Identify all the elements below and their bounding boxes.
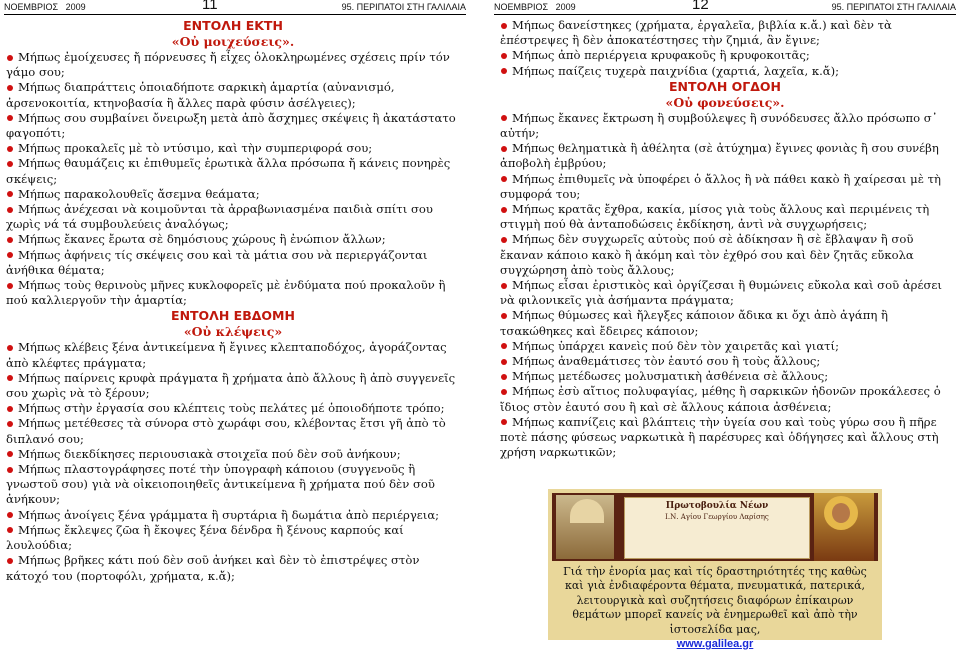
item-text: Μήπως ἀνέχεσαι νὰ κοιμοῦνται τὰ ἀρραβωνιασμένα παιδιὰ σπίτι σου χωρὶς νά τά συμβουλεύεις ἀναλόγως; bbox=[6, 202, 433, 232]
header-issue: 95. ΠΕΡΙΠΑΤΟΙ ΣΤΗ ΓΑΛΙΛΑΙΑ bbox=[831, 2, 956, 12]
right-page bbox=[490, 0, 960, 650]
item-text: Μήπως εἶσαι ἐριστικὸς καὶ ὀργίζεσαι ἢ θυμώνεις εὔκολα καὶ σοῦ ἀρέσει νὰ φιλονικεῖς γιὰ ἀσήμαντα πράγματα; bbox=[500, 278, 942, 308]
church-image bbox=[556, 495, 614, 559]
list-item bbox=[6, 50, 460, 80]
section-subtitle: «Οὐ κλέψεις» bbox=[183, 324, 283, 340]
bullet-icon bbox=[7, 345, 13, 351]
header-issue: 95. ΠΕΡΙΠΑΤΟΙ ΣΤΗ ΓΑΛΙΛΑΙΑ bbox=[341, 2, 466, 12]
list-item bbox=[6, 141, 460, 156]
item-text: Μήπως ἐπιθυμεῖς νὰ ὑποφέρει ὁ ἄλλος ἢ νὰ πάθει κακὸ ἢ χαίρεσαι μὲ τὴ συμφορά του; bbox=[500, 171, 941, 201]
item-text: Μήπως ἔκλεψες ζῶα ἢ ἔκοψες ξένα δένδρα ἢ ξένους καρπούς καί λουλούδια; bbox=[6, 522, 404, 553]
item-text: Μήπως ἔκανες ἔκτρωση ἢ συμβούλεψες ἢ συνόδευσες ἄλλο πρόσωπο σ᾽ αὐτήν; bbox=[500, 110, 938, 141]
item-text: Μήπως θεληματικὰ ἢ ἀθέλητα (σὲ ἀτύχημα) ἔγινες φονιὰς ἢ σου συνέβη ἀποβολὴ ἐμβρύου; bbox=[500, 141, 939, 171]
item-text: Μήπως ἀνοίγεις ξένα γράμματα ἢ συρτάρια ἢ δωμάτια ἀπὸ περιέργεια; bbox=[18, 507, 440, 522]
list-item bbox=[6, 462, 460, 508]
website-header bbox=[624, 497, 810, 559]
bullet-icon bbox=[7, 115, 13, 121]
item-text: Μήπως δὲν συγχωρεῖς αὐτοὺς πού σὲ ἀδίκησαν ἢ σὲ ἔβλαψαν ἢ σοῦ ἔκαναν κάποιο κακὸ ἢ ἀκόμη καὶ τὸν ἐχθρό σου καὶ δὲν ζητᾶς εὔκολα συγχώρηση ἀπὸ τοὺς ἄλλους; bbox=[500, 232, 914, 277]
bullet-icon bbox=[7, 283, 13, 289]
bullet-icon bbox=[7, 375, 13, 381]
list-item bbox=[500, 111, 950, 141]
bullet-icon bbox=[7, 85, 13, 91]
banner-caption bbox=[554, 565, 876, 650]
item-text: Μήπως θαυμάζεις κι ἐπιθυμεῖς ἐρωτικὰ ἄλλα πρόσωπα ἤ κάνεις πονηρὲς σκέψεις; bbox=[6, 156, 451, 186]
section-title: ΕΝΤΟΛΗ ΟΓΔΟΗ bbox=[669, 78, 781, 94]
list-item bbox=[6, 401, 460, 416]
item-text: Μήπως κρατᾶς ἔχθρα, κακία, μίσος γιὰ τοὺς ἄλλους καὶ περιμένεις τὴ στιγμὴ πού θὰ ἀνταποδώσεις ἐκδίκηση, ἀντὶ νὰ συγχωρήσεις; bbox=[500, 202, 930, 232]
section-subtitle: «Οὐ μοιχεύσεις». bbox=[171, 34, 295, 49]
list-item bbox=[500, 18, 950, 48]
bullet-icon bbox=[7, 237, 13, 243]
bullet-icon bbox=[501, 359, 507, 365]
list-item bbox=[6, 111, 460, 141]
item-text: Μήπως ἀφήνεις τίς σκέψεις σου καὶ τὰ μάτια σου νὰ περιεργάζονται ἀνήθικα θέματα; bbox=[6, 247, 428, 277]
page-number: 12 bbox=[692, 0, 709, 13]
bullet-icon bbox=[501, 237, 507, 243]
list-item bbox=[6, 278, 460, 308]
item-text: Μήπως ἔκανες ἔρωτα σὲ δημόσιους χώρους ἢ ἐνώπιον ἄλλων; bbox=[18, 232, 386, 247]
page-number: 11 bbox=[202, 0, 218, 13]
list-item bbox=[6, 523, 460, 553]
bullet-icon bbox=[501, 115, 507, 121]
bullet-icon bbox=[501, 374, 507, 380]
list-item bbox=[6, 187, 460, 202]
item-text: Μήπως παίρνεις κρυφὰ πράγματα ἢ χρήματα ἀπὸ ἄλλους ἢ ἀπὸ συγγενεῖς σου χωρὶς νὰ τὸ ξέρουν; bbox=[6, 370, 456, 401]
page-header bbox=[4, 0, 466, 15]
bullet-icon bbox=[7, 161, 13, 167]
left-content bbox=[0, 15, 470, 584]
list-item bbox=[500, 384, 950, 414]
section-subtitle: «Οὐ φονεύσεις». bbox=[665, 94, 785, 110]
list-item bbox=[500, 308, 950, 338]
item-text: Μήπως ἀπὸ περιέργεια κρυφακοῦς ἢ κρυφοκοιτᾶς; bbox=[512, 48, 810, 63]
list-item bbox=[6, 340, 460, 370]
list-item bbox=[500, 339, 950, 354]
item-text: Μήπως θύμωσες καὶ ἤλεγξες κάποιον ἄδικα κι ὄχι ἀπὸ ἀγάπη ἢ τσακώθηκες καὶ ἔδειρες κάποιον; bbox=[500, 308, 888, 338]
list-item bbox=[6, 416, 460, 446]
site-title: Πρωτοβουλία Νέων bbox=[665, 501, 769, 511]
list-item bbox=[6, 508, 460, 523]
bullet-icon bbox=[7, 191, 13, 197]
bullet-icon bbox=[7, 512, 13, 518]
list-item bbox=[500, 172, 950, 202]
bullet-icon bbox=[501, 343, 507, 349]
item-text: Μήπως ἐσὺ αἴτιος πολυφαγίας, μέθης ἢ σαρκικῶν ἡδονῶν προκάλεσες ὁ ἴδιος στὸν ἑαυτό σου ἢ καὶ σὲ ἄλλους κάποια ἀσθένεια; bbox=[500, 384, 941, 414]
item-text: Μήπως σου συμβαίνει ὄνειρωξη μετὰ ἀπὸ ἄσχημες σκέψεις ἢ ἀκατάστατο φαγοπότι; bbox=[6, 110, 456, 141]
item-text: Μήπως ἐμοίχευσες ἤ πόρνευσες ἤ εἶχες ὁλοκληρωμένες σχέσεις πρίν τόν γάμο σου; bbox=[6, 50, 450, 80]
bullet-icon bbox=[7, 55, 13, 61]
list-item bbox=[6, 202, 460, 232]
item-text: Μήπως πλαστογράφησες ποτέ τὴν ὑπογραφὴ κάποιου (συγγενοῦς ἢ γνωστοῦ σου) γιὰ νὰ οἰκειοποιηθεῖς ἀντικείμενα ἢ χρήματα πού δὲν σοῦ ἀνήκουν; bbox=[6, 462, 435, 507]
item-text: Μήπως ἀναθεμάτισες τὸν ἑαυτό σου ἢ τοὺς ἄλλους; bbox=[512, 354, 821, 369]
bullet-icon bbox=[7, 406, 13, 412]
bullet-icon bbox=[7, 421, 13, 427]
list-item bbox=[6, 232, 460, 247]
list-item bbox=[500, 369, 950, 384]
website-link[interactable]: www.galilea.gr bbox=[676, 638, 754, 650]
list-item bbox=[500, 48, 950, 63]
item-text: Μήπως βρῆκες κάτι πού δὲν σοῦ ἀνήκει καὶ δὲν τὸ ἐπιστρέψες στὸν κάτοχό του (πορτοφόλι, χρήματα, κ.ἄ); bbox=[6, 553, 420, 583]
list-item bbox=[6, 371, 460, 401]
item-text: Μήπως παρακολουθεῖς ἄσεμνα θεάματα; bbox=[18, 186, 260, 201]
list-item bbox=[500, 278, 950, 308]
item-text: Μήπως καπνίζεις καὶ βλάπτεις τὴν ὑγεία σου καὶ τοὺς γύρω σου ἢ πῆρε ποτὲ πάσης φύσεως ναρκωτικὰ ἢ παρέσυρες καὶ ὁδήγησες καὶ ἄλλους στὴ χρήση ναρκωτικῶν; bbox=[500, 414, 939, 460]
item-text: Μήπως στὴν ἐργασία σου κλέπτεις τοὺς πελάτες μέ ὁποιοδήποτε τρόπο; bbox=[18, 401, 445, 416]
bullet-icon bbox=[501, 68, 507, 74]
item-text: Μήπως παίζεις τυχερὰ παιχνίδια (χαρτιά, λαχεῖα, κ.ἄ); bbox=[512, 63, 840, 78]
saint-icon-image bbox=[814, 493, 874, 561]
header-date: ΝΟΕΜΒΡΙΟΣ 2009 bbox=[494, 2, 576, 12]
bullet-icon bbox=[501, 146, 507, 152]
caption-text: Γιά τὴν ἐνορία μας καὶ τίς δραστηριότητές της καθὼς καὶ γιὰ ἐνδιαφέροντα θέματα, πνευματικά, πατερικά, λειτουργικὰ καὶ συζητήσεις διαφόρων ἐπίκαιρων θεμάτων μπορεῖ κανείς νὰ ἐνημερωθεῖ καὶ ἀπὸ τὴν ἱστοσελίδα μας, bbox=[563, 565, 867, 636]
item-text: Μήπως διεκδίκησες περιουσιακὰ στοιχεῖα πού δὲν σοῦ ἀνήκουν; bbox=[18, 446, 401, 461]
list-item bbox=[6, 156, 460, 186]
item-text: Μήπως μετέθεσες τὰ σύνορα στὸ χωράφι σου, κλέβοντας ἔτσι γῆ ἀπὸ τὸ διπλανό σου; bbox=[6, 416, 446, 446]
bullet-icon bbox=[501, 53, 507, 59]
section-title: ΕΝΤΟΛΗ ΕΒΔΟΜΗ bbox=[171, 308, 295, 324]
bullet-icon bbox=[501, 23, 507, 29]
list-item bbox=[500, 202, 950, 232]
list-item bbox=[6, 447, 460, 462]
list-item bbox=[500, 415, 950, 461]
item-text: Μήπως προκαλεῖς μὲ τὸ ντύσιμο, καὶ τὴν συμπεριφορά σου; bbox=[18, 141, 373, 156]
bullet-icon bbox=[7, 146, 13, 152]
bullet-icon bbox=[7, 527, 13, 533]
bullet-icon bbox=[7, 252, 13, 258]
list-item bbox=[500, 354, 950, 369]
list-item bbox=[500, 64, 950, 79]
bullet-icon bbox=[501, 313, 507, 319]
website-banner bbox=[548, 489, 882, 650]
bullet-icon bbox=[501, 419, 507, 425]
header-date: ΝΟΕΜΒΡΙΟΣ 2009 bbox=[4, 2, 86, 12]
item-text: Μήπως τοὺς θερινοὺς μῆνες κυκλοφορεῖς μὲ ἐνδύματα πού προκαλοῦν ἢ πού καλλιεργοῦν τὴν ἁμαρτία; bbox=[6, 278, 446, 308]
left-page bbox=[0, 0, 470, 650]
bullet-icon bbox=[7, 451, 13, 457]
item-text: Μήπως μετέδωσες μολυσματικὴ ἀσθένεια σὲ ἄλλους; bbox=[512, 369, 829, 384]
bullet-icon bbox=[501, 389, 507, 395]
section-title: ΕΝΤΟΛΗ ΕΚΤΗ bbox=[183, 18, 283, 33]
site-subtitle: Ι.Ν. Αγίου Γεωργίου Λαρίσης bbox=[665, 513, 769, 521]
item-text: Μήπως ὑπάρχει κανεὶς πού δὲν τὸν χαιρετᾶς καὶ γιατί; bbox=[512, 338, 840, 353]
item-text: Μήπως δανείστηκες (χρήματα, ἐργαλεῖα, βιβλία κ.ἄ.) καὶ δὲν τὰ ἐπέστρεψες ἢ δὲν ἀποκατέστησες τὴν ζημιά, ἂν ἔγινε; bbox=[500, 18, 892, 48]
bullet-icon bbox=[7, 207, 13, 213]
right-content bbox=[490, 15, 960, 460]
item-text: Μήπως διαπράττεις ὁποιαδήποτε σαρκικὴ ἁμαρτία (αὐνανισμό, ἀρσενοκοιτία, κτηνοβασία ἢ ἄλλες παρὰ φύσιν ἀσέλγειες); bbox=[6, 80, 395, 110]
list-item bbox=[6, 248, 460, 278]
bullet-icon bbox=[501, 176, 507, 182]
list-item bbox=[500, 141, 950, 171]
page-header bbox=[494, 0, 956, 15]
bullet-icon bbox=[501, 207, 507, 213]
bullet-icon bbox=[501, 283, 507, 289]
list-item bbox=[6, 80, 460, 110]
bullet-icon bbox=[7, 558, 13, 564]
item-text: Μήπως κλέβεις ξένα ἀντικείμενα ἤ ἔγινες κλεπταποδόχος, ἀγοράζοντας ἀπὸ κλέφτες πράγματα; bbox=[6, 340, 447, 370]
list-item bbox=[6, 553, 460, 583]
bullet-icon bbox=[7, 467, 13, 473]
website-screenshot-image bbox=[552, 493, 878, 561]
list-item bbox=[500, 232, 950, 278]
